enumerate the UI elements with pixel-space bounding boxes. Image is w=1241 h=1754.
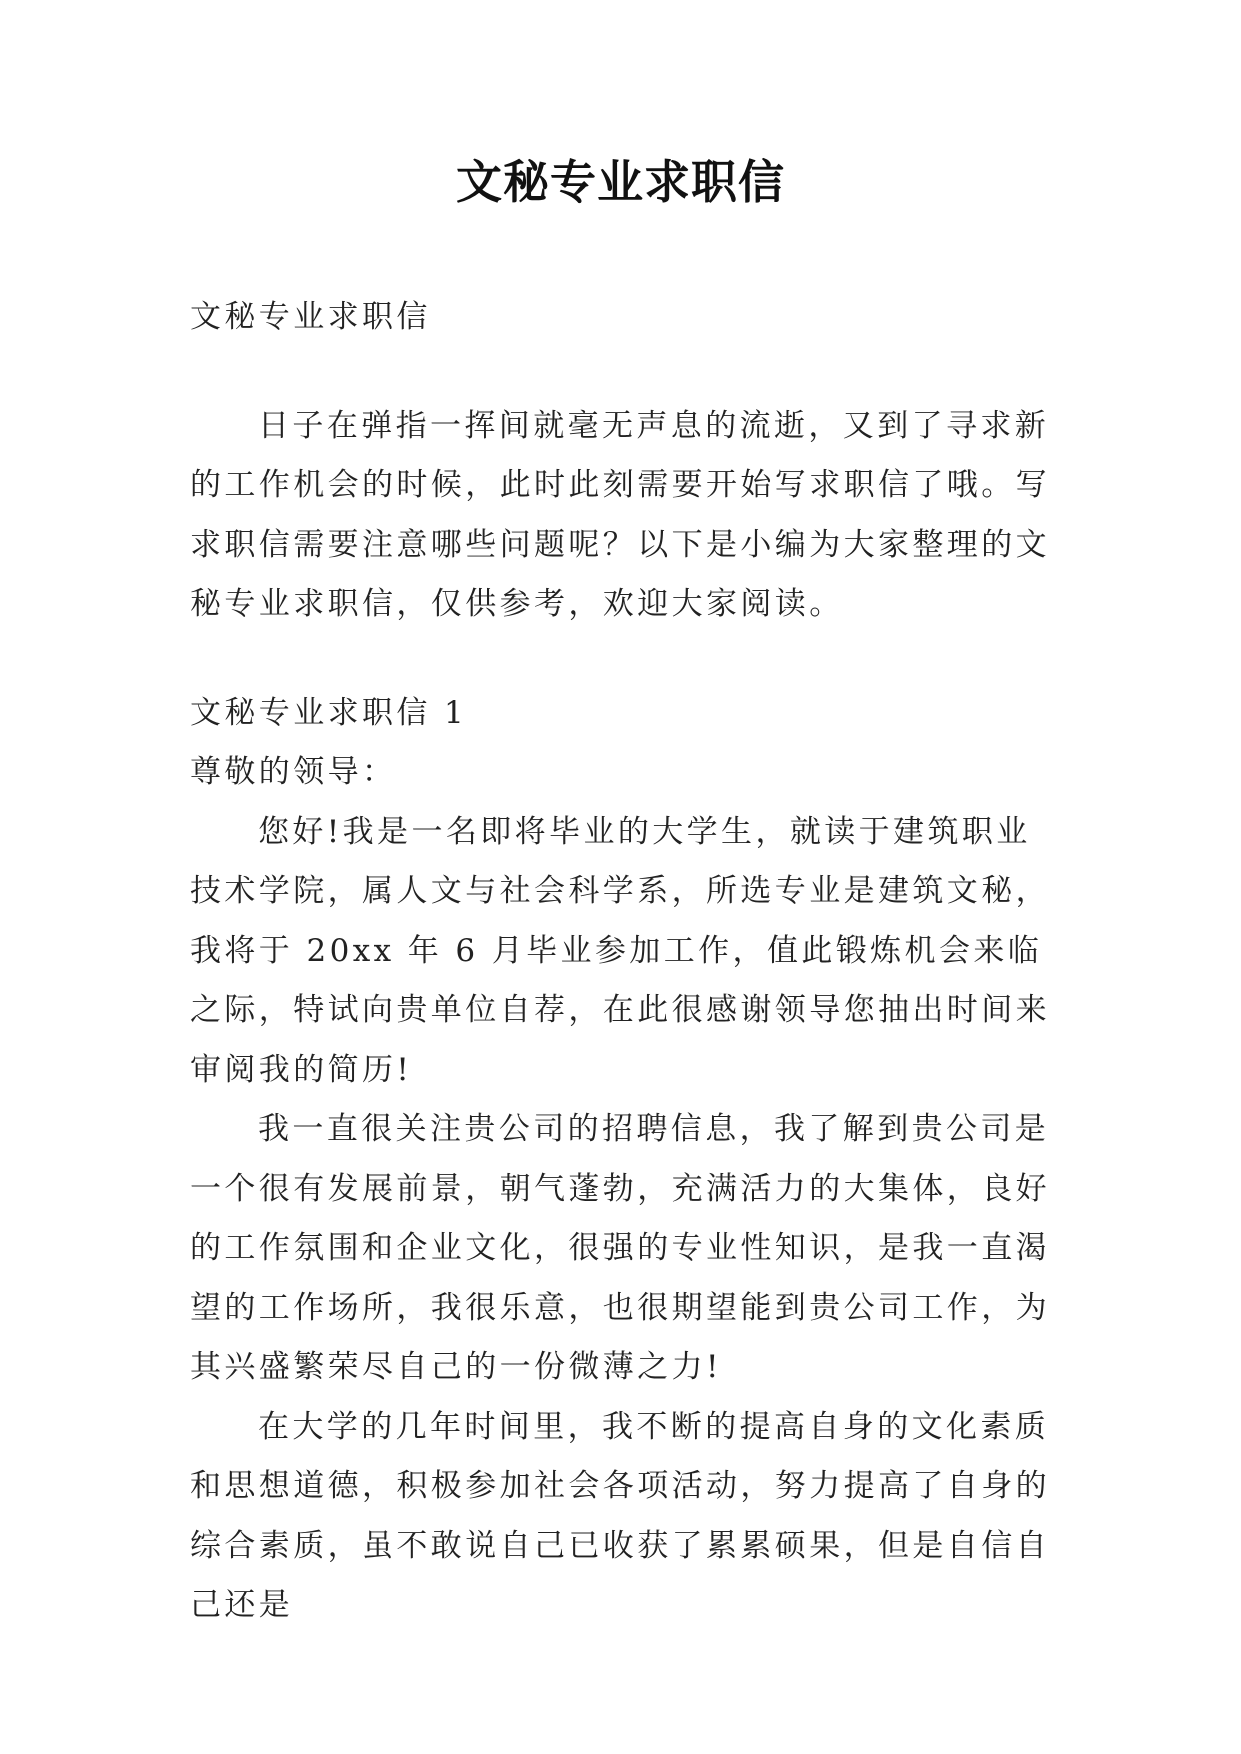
document-subtitle: 文秘专业求职信: [190, 299, 431, 335]
intro-paragraph: 日子在弹指一挥间就毫无声息的流逝，又到了寻求新的工作机会的时候，此时此刻需要开始写求职信了哦。写求职信需要注意哪些问题呢？以下是小编为大家整理的文秘专业求职信，仅供参考，欢迎大家阅读。: [190, 407, 1050, 622]
salutation: 尊敬的领导：: [190, 754, 397, 790]
document-title: 文秘专业求职信: [456, 155, 785, 209]
body-paragraph-2: 我一直很关注贵公司的招聘信息，我了解到贵公司是一个很有发展前景，朝气蓬勃，充满活力的大集体，良好的工作氛围和企业文化，很强的专业性知识，是我一直渴望的工作场所，我很乐意，也很期望能到贵公司工作，为其兴盛繁荣尽自己的一份微薄之力!: [190, 1111, 1050, 1385]
document-body: [190, 288, 1056, 1636]
section-heading: 文秘专业求职信 1: [190, 694, 468, 731]
body-paragraph-1: 您好!我是一名即将毕业的大学生，就读于建筑职业技术学院，属人文与社会科学系，所选专业是建筑文秘，我将于 20xx 年 6 月毕业参加工作，值此锻炼机会来临之际，特试向贵单位自荐，在此很感谢领导您抽出时间来审阅我的简历!: [190, 813, 1050, 1088]
body-paragraph-3: 在大学的几年时间里，我不断的提高自身的文化素质和思想道德，积极参加社会各项活动，努力提高了自身的综合素质，虽不敢说自己已收获了累累硕果，但是自信自己还是: [190, 1408, 1050, 1623]
